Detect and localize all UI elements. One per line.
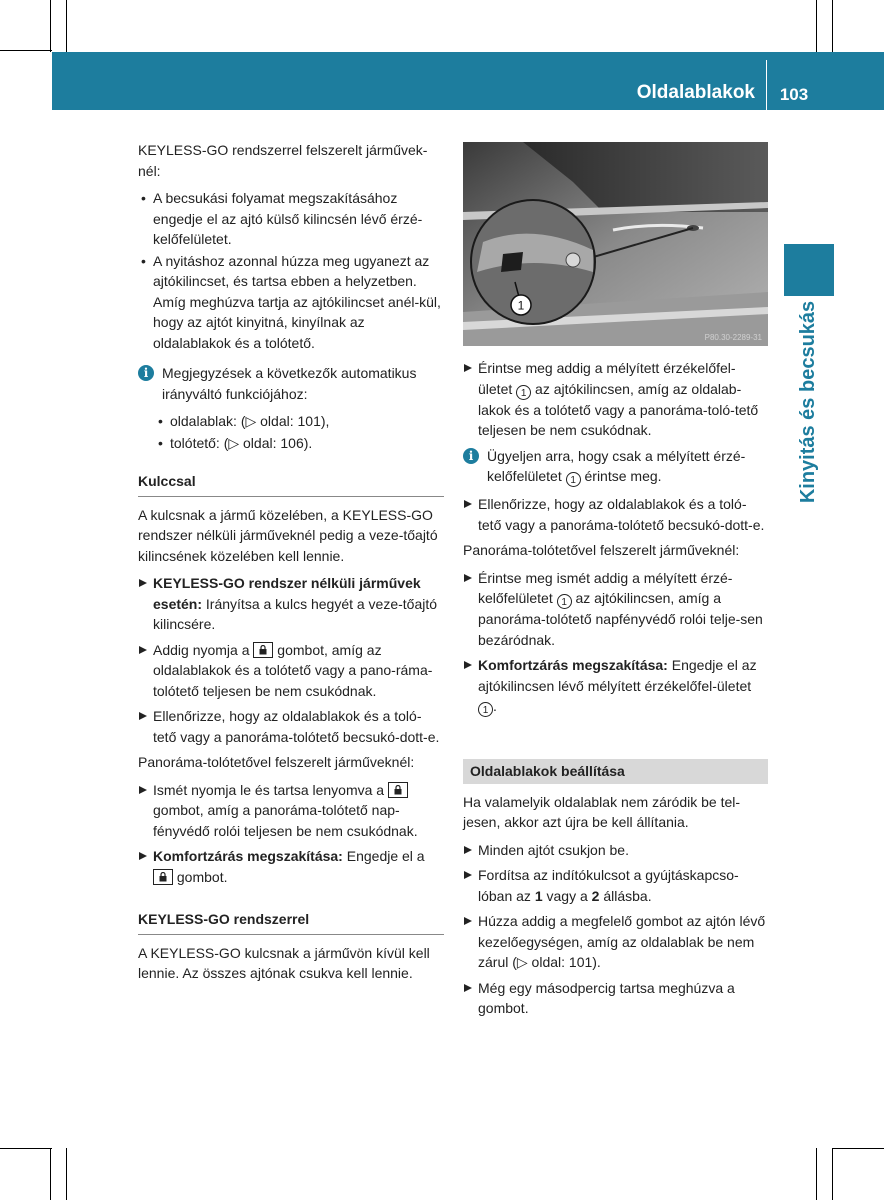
right-column	[463, 358, 768, 1024]
instruction-step: Húzza addig a megfelelő gombot az ajtón lévő kezelőegységen, amíg az oldalablak be nem zárul (▷ oldal: 101).	[463, 911, 768, 973]
list-item: • A becsukási folyamat megszakításához engedje el az ajtó külső kilincsén lévő érzé-kelőfelületet.	[138, 188, 444, 250]
paragraph: A KEYLESS-GO kulcsnak a járművön kívül kell lennie. Az összes ajtónak csukva kell lennie.	[138, 944, 430, 981]
crop-mark	[816, 1148, 817, 1200]
instruction-step: Komfortzárás megszakítása: Engedje el a gombot.	[138, 846, 444, 887]
instruction-step: Ismét nyomja le és tartsa lenyomva a gombot, amíg a panoráma-tolótető nap-fényvédő rolói teljesen be nem csukódnak.	[138, 780, 444, 842]
lock-button-icon	[153, 869, 173, 885]
page-number: 103	[779, 85, 809, 104]
info-icon: i	[463, 448, 479, 464]
instruction-step: Fordítsa az indítókulcsot a gyújtáskapcso-lóban az 1 vagy a 2 állásba.	[463, 865, 768, 906]
heading-kulccsal: Kulccsal	[138, 471, 444, 497]
left-column	[138, 140, 444, 991]
image-code: P80.30-2289-31	[704, 333, 762, 342]
crop-mark	[0, 1148, 52, 1149]
callout-ref: 1	[516, 385, 531, 400]
callout-ref: 1	[478, 702, 493, 717]
callout-ref: 1	[557, 594, 572, 609]
info-note	[138, 363, 444, 404]
crop-mark	[832, 0, 833, 52]
instruction-step: Érintse meg addig a mélyített érzékelőfel-ületet 1 az ajtókilincsen, amíg az oldalab-lakok és a tolótető vagy a panoráma-toló-tető teljesen be nem csukódnak.	[463, 358, 768, 441]
instruction-step: Addig nyomja a gombot, amíg az oldalablakok és a tolótető vagy a pano-ráma-tolótető teljesen be nem csukódnak.	[138, 640, 444, 702]
section-title: Oldalablakok	[636, 82, 755, 103]
crop-mark	[66, 1148, 67, 1200]
instruction-step: Ellenőrizze, hogy az oldalablakok és a toló-tető vagy a panoráma-tolótető becsukó-dott-e.	[138, 706, 444, 747]
callout-ref: 1	[566, 472, 581, 487]
list-item: • A nyitáshoz azonnal húzza meg ugyanezt az ajtókilincset, és tartsa ebben a helyzetben. Amíg meghúzva tartja az ajtókilincset anél-kül, hogy az ajtót kinyitná, kinyílnak az oldalablakok és a tolótető.	[138, 251, 444, 354]
instruction-step: Érintse meg ismét addig a mélyített érzé-kelőfelületet 1 az ajtókilincsen, amíg a panoráma-tolótető napfényvédő rolói telje-sen bezáródnak.	[463, 568, 768, 651]
intro-text: KEYLESS-GO rendszerrel felszerelt járművek-nél:	[138, 142, 428, 179]
chapter-tab	[784, 244, 834, 296]
list-item: • oldalablak: (▷ oldal: 101),	[155, 411, 444, 432]
note-list	[138, 411, 444, 453]
crop-mark	[832, 1148, 884, 1149]
instruction-step: Komfortzárás megszakítása: Engedje el az ajtókilincsen lévő mélyített érzékelőfel-ületet 1 .	[463, 655, 768, 717]
crop-mark	[816, 0, 817, 52]
paragraph: Panoráma-tolótetővel felszerelt járműveknél:	[463, 542, 740, 558]
crop-mark	[50, 1148, 51, 1200]
paragraph: A kulcsnak a jármű közelében, a KEYLESS-GO rendszer nélküli járműveknél pedig a veze-tőajtó kilincsének közelében kell lennie.	[138, 506, 438, 564]
crop-mark	[0, 50, 52, 51]
instruction-step: Ellenőrizze, hogy az oldalablakok és a toló-tető vagy a panoráma-tolótető becsukó-dott-e.	[463, 494, 768, 535]
lock-button-icon	[253, 642, 273, 658]
instruction-step: Még egy másodpercig tartsa meghúzva a gombot.	[463, 978, 768, 1019]
door-handle-illustration	[463, 142, 768, 346]
header-bar	[52, 52, 884, 110]
crop-mark	[50, 0, 51, 52]
heading-keyless-go: KEYLESS-GO rendszerrel	[138, 909, 444, 935]
paragraph: Panoráma-tolótetővel felszerelt járműveknél:	[138, 754, 415, 770]
heading-oldalablakok-beallitasa: Oldalablakok beállítása	[463, 759, 768, 784]
callout-label: 1	[517, 298, 525, 313]
bullet-list	[138, 188, 444, 353]
note-text: Megjegyzések a következők automatikus irányváltó funkciójához:	[162, 365, 417, 402]
paragraph: Ha valamelyik oldalablak nem záródik be tel-jesen, akkor azt újra be kell állítania.	[463, 793, 741, 830]
lock-button-icon	[388, 782, 408, 798]
info-icon: i	[138, 365, 154, 381]
instruction-step: KEYLESS-GO rendszer nélküli járművek esetén: Irányítsa a kulcs hegyét a veze-tőajtó kilincsére.	[138, 573, 444, 635]
info-note: i Ügyeljen arra, hogy csak a mélyített érzé-kelőfelületet 1 érintse meg.	[463, 446, 768, 488]
list-item: • tolótető: (▷ oldal: 106).	[155, 433, 444, 454]
crop-mark	[66, 0, 67, 52]
instruction-step: Minden ajtót csukjon be.	[463, 840, 768, 861]
header-divider	[766, 60, 767, 110]
crop-mark	[832, 1148, 833, 1200]
